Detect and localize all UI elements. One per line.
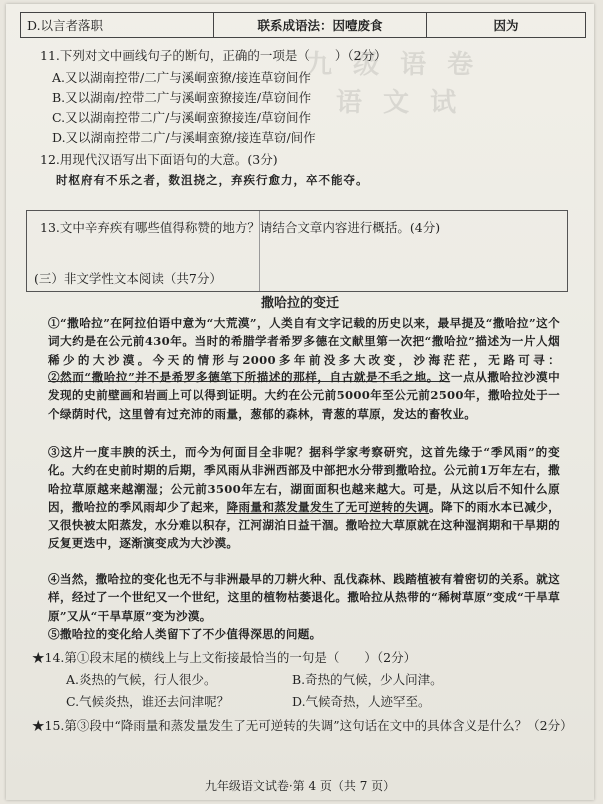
question-11-option-c: C.又以湖南控带二广/与溪峒蛮獠接连/草窃间作 — [52, 110, 312, 125]
article-paragraph-4: ④当然，撒哈拉的变化也无不与非洲最早的刀耕火种、乱伐森林、践踏植被有着密切的关系。就这样，经过了一个世纪又一个世纪，这里的植物枯萎退化。撒哈拉从热带的“稀树草原”变成“干旱草原”又从“干旱草原”变为沙漠。 — [48, 572, 560, 623]
paragraph-3-underlined-sentence: 降雨量和蒸发量发生了无可逆转的失调 — [226, 499, 430, 514]
exam-page — [6, 4, 594, 800]
question-14-option-d: D.气候奇热，人迹罕至。 — [292, 694, 431, 709]
section-heading: (三）非文学性文本阅读（共7分） — [34, 271, 222, 286]
question-13-stem: 13.文中辛弃疾有哪些值得称赞的地方？请结合文章内容进行概括。(4分) — [40, 220, 441, 235]
bleed-through-mark: 语 文 试 — [336, 88, 463, 118]
question-14-option-c: C.气候炎热，谁还去问津呢？ — [66, 694, 230, 709]
bleed-through-mark: 九 级 语 卷 — [306, 50, 480, 80]
question-14-stem: ★14.第①段末尾的横线上与上文衔接最恰当的一句是（ ）（2分） — [32, 650, 417, 665]
article-title: 撒哈拉的变迁 — [260, 296, 339, 311]
article-paragraph-2: ②然而“撒哈拉”并不是希罗多德笔下所描述的那样，自古就是不毛之地。这一点从撒哈拉沙漠中发现的史前壁画和岩画上可以得到证明。大约在公元前5000年至公元前2500年，撒哈拉处于一个绿荫时代，这里曾有过充沛的雨量，葱郁的森林，青葱的草原，发达的畜牧业。 — [48, 370, 560, 421]
question-11-option-a: A.又以湖南控带/二广与溪峒蛮獠/接连草窃间作 — [52, 70, 311, 85]
answer-table — [20, 12, 586, 38]
question-12-stem: 12.用现代汉语写出下面语句的大意。(3分) — [40, 152, 278, 167]
article-paragraph-5: ⑤撒哈拉的变化给人类留下了不少值得深思的问题。 — [48, 627, 322, 641]
question-14-option-b: B.奇热的气候，少人问津。 — [292, 672, 443, 687]
question-14-option-a: A.炎热的气候，行人很少。 — [66, 672, 217, 687]
paragraph-1-text: ①“撒哈拉”在阿拉伯语中意为“大荒漠”，人类自有文字记载的历史以来，最早提及“撒哈拉”这个词大约是在公元前430年。当时的希腊学者希罗多德在文献里第一次把“撒哈拉”描述为一片人烟稀少的大沙漠。今天的情形与2000多年前没多大改变，沙海茫茫，无路可寻： — [48, 316, 560, 367]
question-11-option-b: B.又以湖南/控带二广与溪峒蛮獠接连/草窃间作 — [52, 90, 312, 105]
question-12-sentence: 时枢府有不乐之者，数沮挠之，弃疾行愈力，卒不能夺。 — [56, 173, 369, 187]
table-cell-option-d: D.以言者落职 — [21, 13, 214, 38]
question-11-option-d: D.又以湖南控带二广/与溪峒蛮獠/接连草窃/间作 — [52, 130, 316, 145]
table-cell-idiom: 联系成语法：因噎废食 — [214, 13, 427, 38]
table-cell-meaning: 因为 — [427, 13, 586, 38]
paragraph-3-text-b: 。降下的雨水本已减少，又很快被太阳蒸发，水分难以积存，江河湖泊日益干涸。撒哈拉大草原就在这种湿润期和干旱期的反复更迭中，逐渐演变成为大沙漠。 — [48, 499, 560, 551]
question-15-stem: ★15.第③段中“降雨量和蒸发量发生了无可逆转的失调”这句话在文中的具体含义是什么？（2分） — [32, 718, 573, 733]
page-footer: 九年级语文试卷·第 4 页（共 7 页） — [204, 779, 396, 793]
question-11-stem: 11.下列对文中画线句子的断句，正确的一项是（ ）（2分） — [40, 48, 387, 63]
article-paragraph-3 — [48, 443, 560, 553]
paragraph-3-text-a: ③这片一度丰腴的沃土，而今为何面目全非呢？据科学家考察研究，这首先缘于“季风雨”的变化。大约在史前时期的后期，季风雨从非洲西部及中部把水分带到撒哈拉。公元前1万年左右，撒哈拉草原越来越潮湿；公元前3500年左右，湖面面积也越来越大。可是，从这以后不知什么原因，撒哈拉的季风雨却少了起来， — [48, 445, 560, 514]
